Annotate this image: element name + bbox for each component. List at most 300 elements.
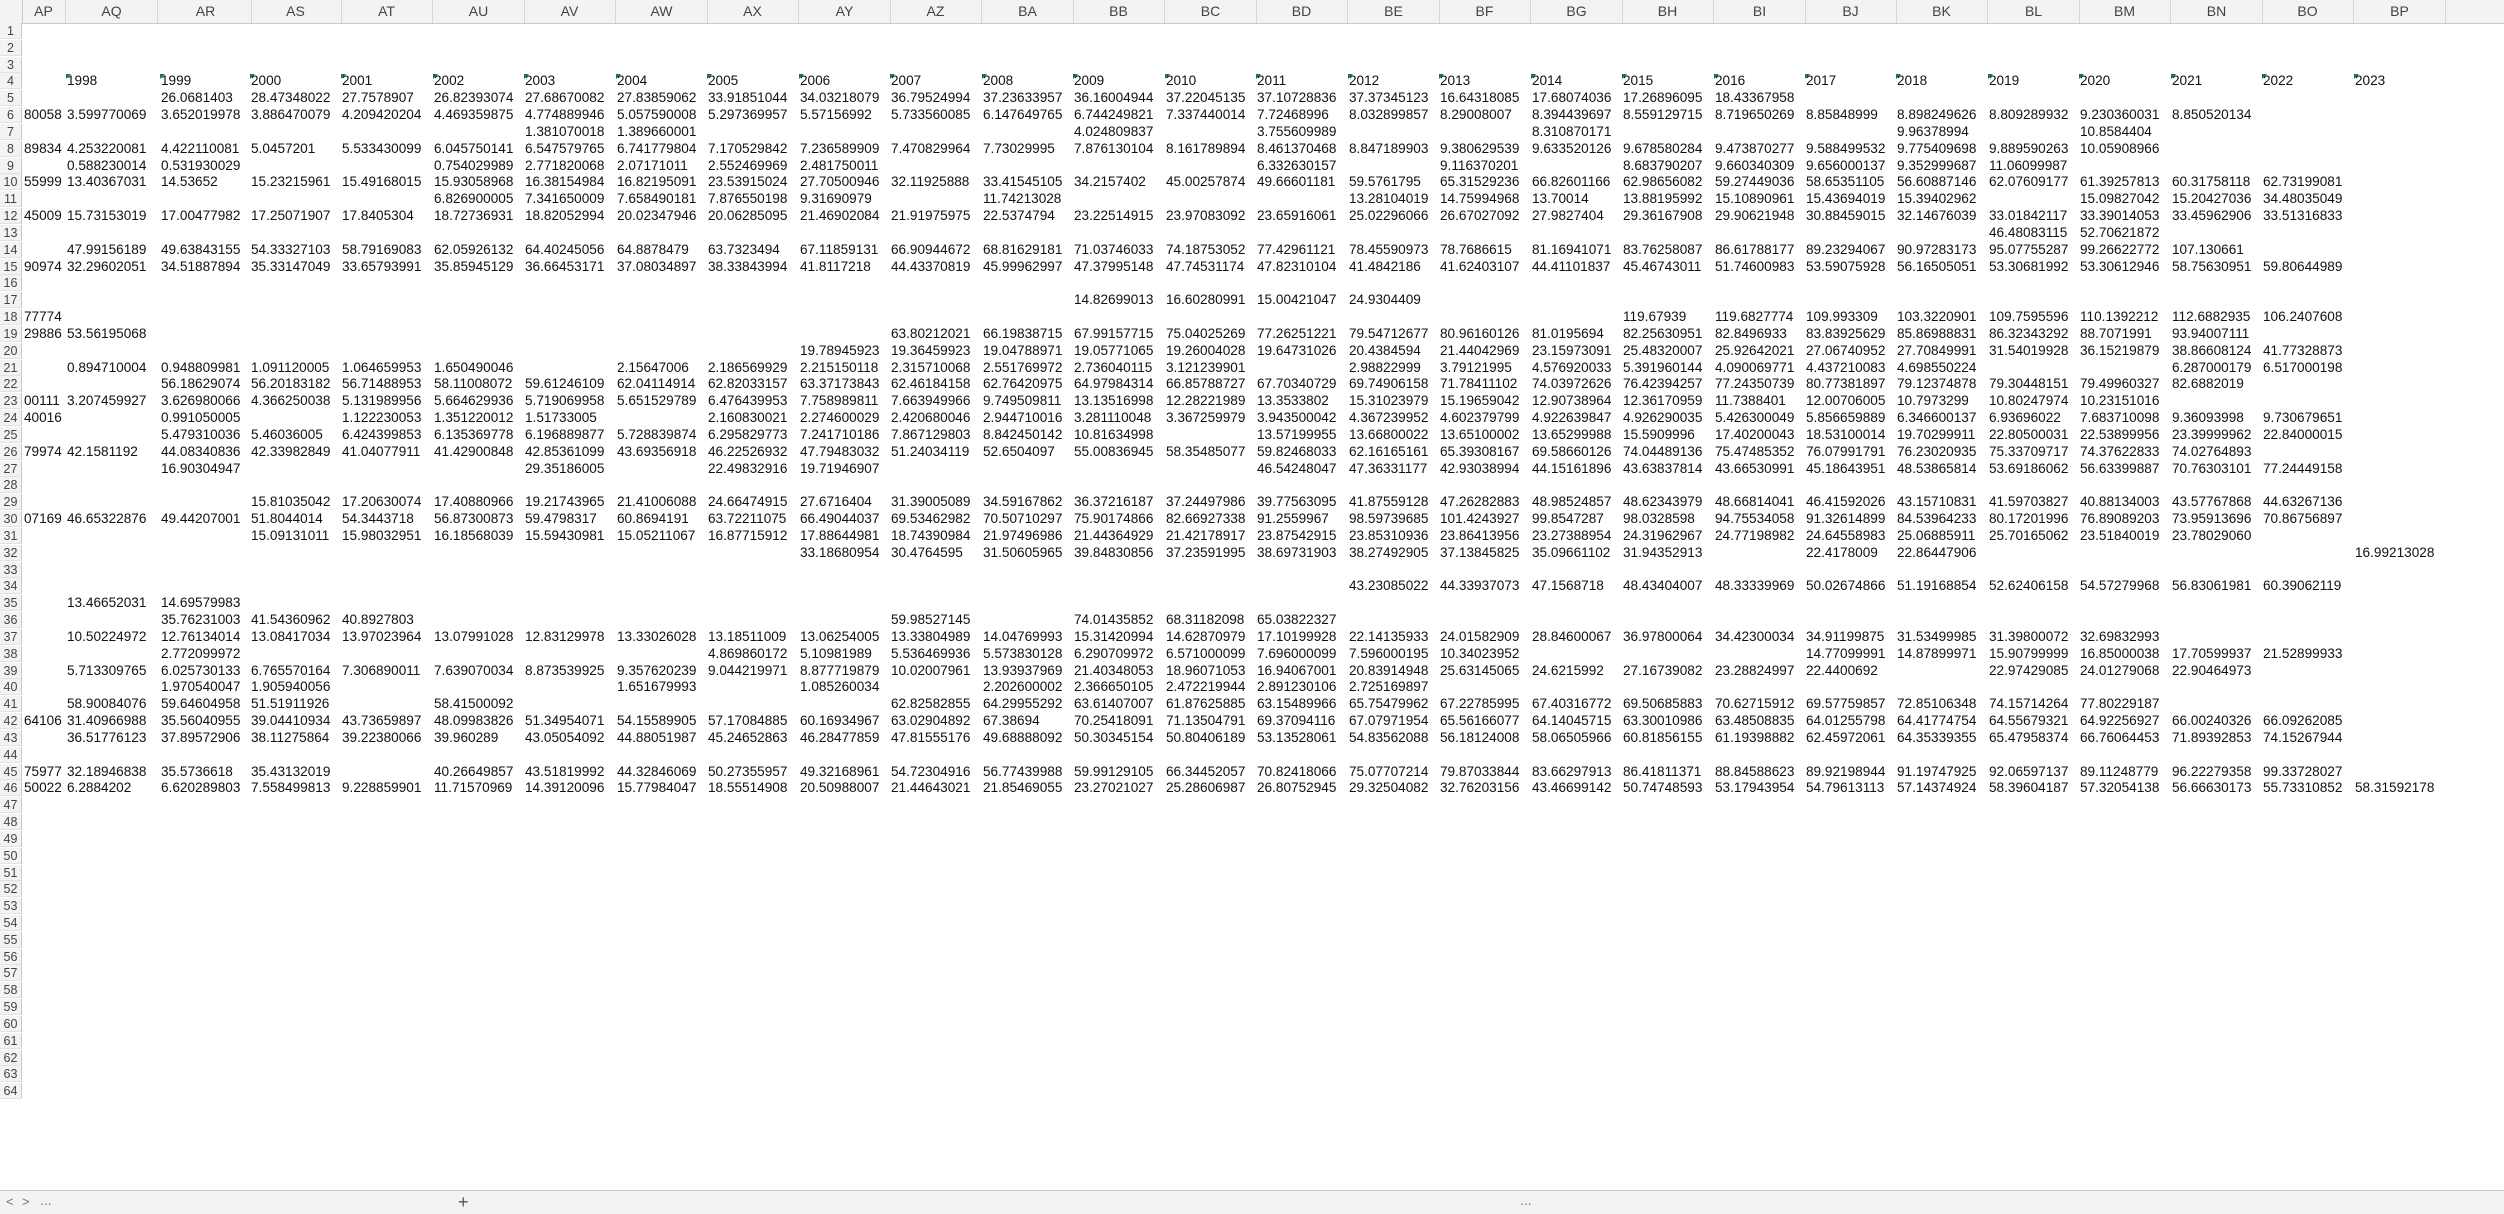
- cell-bg10[interactable]: 66.82601166: [1532, 174, 1611, 190]
- cell-ar46[interactable]: 6.620289803: [161, 780, 241, 796]
- cell-bd15[interactable]: 47.82310104: [1257, 258, 1337, 274]
- column-header-bf[interactable]: BF: [1439, 0, 1531, 23]
- cell-bd38[interactable]: 7.696000099: [1257, 645, 1337, 661]
- cell-as26[interactable]: 42.33982849: [251, 443, 331, 459]
- column-header-az[interactable]: AZ: [890, 0, 982, 23]
- cell-bj14[interactable]: 89.23294067: [1806, 241, 1886, 257]
- cell-au29[interactable]: 17.40880966: [434, 494, 514, 510]
- cell-az36[interactable]: 59.98527145: [891, 612, 971, 628]
- cell-ax45[interactable]: 50.27355957: [708, 763, 788, 779]
- cell-ba26[interactable]: 52.6504097: [983, 443, 1055, 459]
- cell-av27[interactable]: 29.35186005: [525, 460, 605, 476]
- cell-bm8[interactable]: 10.05908966: [2080, 140, 2160, 156]
- cell-ap15[interactable]: 90974: [24, 258, 62, 274]
- cell-bj46[interactable]: 54.79613113: [1806, 780, 1885, 796]
- column-header-bg[interactable]: BG: [1531, 0, 1623, 23]
- cell-az24[interactable]: 2.420680046: [891, 410, 971, 426]
- cell-bf27[interactable]: 42.93038994: [1440, 460, 1520, 476]
- cell-as10[interactable]: 15.23215961: [251, 174, 331, 190]
- column-header-av[interactable]: AV: [524, 0, 616, 23]
- cell-bb39[interactable]: 21.40348053: [1074, 662, 1154, 678]
- cell-bn34[interactable]: 56.83061981: [2172, 578, 2252, 594]
- cell-aq8[interactable]: 4.253220081: [67, 140, 147, 156]
- row-header-50[interactable]: 50: [0, 848, 22, 864]
- cell-as25[interactable]: 5.46036005: [251, 426, 323, 442]
- cell-au41[interactable]: 58.41500092: [434, 696, 514, 712]
- cell-ba42[interactable]: 67.38694: [983, 713, 1040, 729]
- cell-aq19[interactable]: 53.56195068: [67, 325, 147, 341]
- cell-at15[interactable]: 33.65793991: [342, 258, 422, 274]
- cell-ar6[interactable]: 3.652019978: [161, 107, 241, 123]
- cell-bl29[interactable]: 41.59703827: [1989, 494, 2069, 510]
- cell-be15[interactable]: 41.4842186: [1349, 258, 1421, 274]
- cell-bb20[interactable]: 19.05771065: [1074, 342, 1154, 358]
- cell-bi6[interactable]: 8.719650269: [1715, 107, 1795, 123]
- cell-ba29[interactable]: 34.59167862: [983, 494, 1063, 510]
- cell-av4[interactable]: 2003: [525, 73, 556, 89]
- cell-bj6[interactable]: 8.85848999: [1806, 107, 1878, 123]
- cell-at37[interactable]: 13.97023964: [342, 628, 422, 644]
- cell-ay12[interactable]: 21.46902084: [800, 208, 880, 224]
- cell-bb5[interactable]: 36.16004944: [1074, 90, 1154, 106]
- cell-bg23[interactable]: 12.90738964: [1532, 393, 1612, 409]
- cell-bm42[interactable]: 64.92256927: [2080, 713, 2160, 729]
- cell-av25[interactable]: 6.196889877: [525, 426, 605, 442]
- row-header-49[interactable]: 49: [0, 831, 22, 847]
- cell-bj41[interactable]: 69.57759857: [1806, 696, 1886, 712]
- cell-bm6[interactable]: 9.230360031: [2080, 107, 2160, 123]
- cell-at8[interactable]: 5.533430099: [342, 140, 422, 156]
- row-header-56[interactable]: 56: [0, 949, 22, 965]
- cell-bh22[interactable]: 76.42394257: [1623, 376, 1703, 392]
- cell-bm18[interactable]: 110.1392212: [2080, 309, 2159, 325]
- cell-bc30[interactable]: 82.66927338: [1166, 511, 1246, 527]
- cell-ax42[interactable]: 57.17084885: [708, 713, 788, 729]
- cell-aq46[interactable]: 6.2884202: [67, 780, 132, 796]
- cell-az4[interactable]: 2007: [891, 73, 922, 89]
- cell-ay11[interactable]: 9.31690979: [800, 191, 872, 207]
- cell-bj34[interactable]: 50.02674866: [1806, 578, 1886, 594]
- cell-ba22[interactable]: 62.76420975: [983, 376, 1063, 392]
- cell-bb45[interactable]: 59.99129105: [1074, 763, 1154, 779]
- cell-bb46[interactable]: 23.27021027: [1074, 780, 1154, 796]
- cell-bh41[interactable]: 69.50685883: [1623, 696, 1703, 712]
- cell-bh4[interactable]: 2015: [1623, 73, 1654, 89]
- row-header-5[interactable]: 5: [0, 90, 22, 106]
- cell-bn11[interactable]: 15.20427036: [2172, 191, 2252, 207]
- cell-ax15[interactable]: 38.33843994: [708, 258, 788, 274]
- row-header-48[interactable]: 48: [0, 814, 22, 830]
- row-header-52[interactable]: 52: [0, 881, 22, 897]
- cell-bd42[interactable]: 69.37094116: [1257, 713, 1336, 729]
- cell-bk4[interactable]: 2018: [1897, 73, 1928, 89]
- cell-ay37[interactable]: 13.06254005: [800, 628, 880, 644]
- cell-aw9[interactable]: 2.07171011: [617, 157, 688, 173]
- cell-aw5[interactable]: 27.83859062: [617, 90, 697, 106]
- cell-bl37[interactable]: 31.39800072: [1989, 628, 2069, 644]
- cell-bg22[interactable]: 74.03972626: [1532, 376, 1612, 392]
- cell-bf10[interactable]: 65.31529236: [1440, 174, 1520, 190]
- cell-ay39[interactable]: 8.877719879: [800, 662, 880, 678]
- cell-bi19[interactable]: 82.8496933: [1715, 325, 1787, 341]
- cell-bi4[interactable]: 2016: [1715, 73, 1746, 89]
- cell-bh11[interactable]: 13.88195992: [1623, 191, 1703, 207]
- cell-as21[interactable]: 1.091120005: [251, 359, 330, 375]
- cell-bm24[interactable]: 7.683710098: [2080, 410, 2160, 426]
- cell-bl6[interactable]: 8.809289932: [1989, 107, 2069, 123]
- cell-bd23[interactable]: 13.3533802: [1257, 393, 1329, 409]
- cell-at46[interactable]: 9.228859901: [342, 780, 422, 796]
- cell-bh46[interactable]: 50.74748593: [1623, 780, 1703, 796]
- cell-be24[interactable]: 4.367239952: [1349, 410, 1429, 426]
- cell-bk42[interactable]: 64.41774754: [1897, 713, 1977, 729]
- cell-aq26[interactable]: 42.1581192: [67, 443, 138, 459]
- cell-bn20[interactable]: 38.86608124: [2172, 342, 2252, 358]
- cell-bl30[interactable]: 80.17201996: [1989, 511, 2069, 527]
- cell-ax46[interactable]: 18.55514908: [708, 780, 788, 796]
- cell-au11[interactable]: 6.826900005: [434, 191, 514, 207]
- cell-bc10[interactable]: 45.00257874: [1166, 174, 1246, 190]
- cell-be20[interactable]: 20.4384594: [1349, 342, 1421, 358]
- cell-bl45[interactable]: 92.06597137: [1989, 763, 2069, 779]
- cell-bi43[interactable]: 61.19398882: [1715, 729, 1795, 745]
- cell-bb38[interactable]: 6.290709972: [1074, 645, 1154, 661]
- cell-be8[interactable]: 8.847189903: [1349, 140, 1429, 156]
- cell-bk27[interactable]: 48.53865814: [1897, 460, 1977, 476]
- cell-aq4[interactable]: 1998: [67, 73, 98, 89]
- cell-bf38[interactable]: 10.34023952: [1440, 645, 1520, 661]
- cell-ba30[interactable]: 70.50710297: [983, 511, 1063, 527]
- cell-ay31[interactable]: 17.88644981: [800, 527, 880, 543]
- cell-as39[interactable]: 6.765570164: [251, 662, 331, 678]
- cell-be29[interactable]: 41.87559128: [1349, 494, 1429, 510]
- cell-bk9[interactable]: 9.352999687: [1897, 157, 1977, 173]
- cell-at5[interactable]: 27.7578907: [342, 90, 414, 106]
- cell-bi39[interactable]: 23.28824997: [1715, 662, 1795, 678]
- cell-bc24[interactable]: 3.367259979: [1166, 410, 1246, 426]
- cell-bb23[interactable]: 13.13516998: [1074, 393, 1154, 409]
- cell-bh15[interactable]: 45.46743011: [1623, 258, 1702, 274]
- cell-ay27[interactable]: 19.71946907: [800, 460, 880, 476]
- cell-bj10[interactable]: 58.65351105: [1806, 174, 1885, 190]
- row-header-21[interactable]: 21: [0, 360, 22, 376]
- cell-ay24[interactable]: 2.274600029: [800, 410, 880, 426]
- cell-as6[interactable]: 3.886470079: [251, 107, 331, 123]
- cell-bo18[interactable]: 106.2407608: [2263, 309, 2343, 325]
- cell-au6[interactable]: 4.469359875: [434, 107, 514, 123]
- cell-ar37[interactable]: 12.76134014: [161, 628, 241, 644]
- cell-at23[interactable]: 5.131989956: [342, 393, 422, 409]
- cell-bd46[interactable]: 26.80752945: [1257, 780, 1337, 796]
- cell-aw11[interactable]: 7.658490181: [617, 191, 697, 207]
- cell-at30[interactable]: 54.3443718: [342, 511, 414, 527]
- cell-ax29[interactable]: 24.66474915: [708, 494, 788, 510]
- cell-av10[interactable]: 16.38154984: [525, 174, 605, 190]
- cell-bk14[interactable]: 90.97283173: [1897, 241, 1977, 257]
- cell-bg15[interactable]: 44.41101837: [1532, 258, 1611, 274]
- cell-az25[interactable]: 7.867129803: [891, 426, 971, 442]
- cell-bh14[interactable]: 83.76258087: [1623, 241, 1703, 257]
- cell-bn15[interactable]: 58.75630951: [2172, 258, 2252, 274]
- row-header-62[interactable]: 62: [0, 1050, 22, 1066]
- cell-bl9[interactable]: 11.06099987: [1989, 157, 2068, 173]
- cell-ar12[interactable]: 17.00477982: [161, 208, 241, 224]
- cell-az22[interactable]: 62.46184158: [891, 376, 971, 392]
- cell-bo21[interactable]: 6.517000198: [2263, 359, 2343, 375]
- cell-bj24[interactable]: 5.856659889: [1806, 410, 1886, 426]
- cell-at25[interactable]: 6.424399853: [342, 426, 422, 442]
- cell-bc32[interactable]: 37.23591995: [1166, 544, 1246, 560]
- cell-bj42[interactable]: 64.01255798: [1806, 713, 1886, 729]
- cell-bb26[interactable]: 55.00836945: [1074, 443, 1154, 459]
- cell-bd7[interactable]: 3.755609989: [1257, 123, 1337, 139]
- cell-bf19[interactable]: 80.96160126: [1440, 325, 1520, 341]
- cell-ap10[interactable]: 55999: [24, 174, 62, 190]
- cell-ay43[interactable]: 46.28477859: [800, 729, 880, 745]
- cell-bj19[interactable]: 83.83925629: [1806, 325, 1886, 341]
- row-header-24[interactable]: 24: [0, 410, 22, 426]
- cell-bb15[interactable]: 47.37995148: [1074, 258, 1154, 274]
- cell-bl8[interactable]: 9.889590263: [1989, 140, 2069, 156]
- cell-aw12[interactable]: 20.02347946: [617, 208, 697, 224]
- cell-bh29[interactable]: 48.62343979: [1623, 494, 1703, 510]
- cell-ap18[interactable]: 77774: [24, 309, 62, 325]
- cell-bf5[interactable]: 16.64318085: [1440, 90, 1520, 106]
- cell-aw42[interactable]: 54.15589905: [617, 713, 697, 729]
- cell-av22[interactable]: 59.61246109: [525, 376, 605, 392]
- cell-aw25[interactable]: 5.728839874: [617, 426, 697, 442]
- cell-ar15[interactable]: 34.51887894: [161, 258, 241, 274]
- cell-bb7[interactable]: 4.024809837: [1074, 123, 1154, 139]
- cell-bh30[interactable]: 98.0328598: [1623, 511, 1695, 527]
- cell-bd14[interactable]: 77.42961121: [1257, 241, 1336, 257]
- cell-bo25[interactable]: 22.84000015: [2263, 426, 2343, 442]
- cell-ba41[interactable]: 64.29955292: [983, 696, 1063, 712]
- cell-as41[interactable]: 51.51911926: [251, 696, 330, 712]
- cell-ar8[interactable]: 4.422110081: [161, 140, 240, 156]
- cell-bo34[interactable]: 60.39062119: [2263, 578, 2342, 594]
- row-header-12[interactable]: 12: [0, 208, 22, 224]
- cell-bi8[interactable]: 9.473870277: [1715, 140, 1795, 156]
- column-header-bl[interactable]: BL: [1988, 0, 2080, 23]
- cell-ay38[interactable]: 5.10981989: [800, 645, 872, 661]
- cell-bm29[interactable]: 40.88134003: [2080, 494, 2160, 510]
- cell-au22[interactable]: 58.11008072: [434, 376, 513, 392]
- cell-bg6[interactable]: 8.394439697: [1532, 107, 1612, 123]
- cell-ay46[interactable]: 20.50988007: [800, 780, 880, 796]
- cell-bc43[interactable]: 50.80406189: [1166, 729, 1246, 745]
- cell-bi10[interactable]: 59.27449036: [1715, 174, 1795, 190]
- cell-as45[interactable]: 35.43132019: [251, 763, 331, 779]
- cell-ba32[interactable]: 31.50605965: [983, 544, 1063, 560]
- cell-bk8[interactable]: 9.775409698: [1897, 140, 1977, 156]
- cell-bj27[interactable]: 45.18643951: [1806, 460, 1886, 476]
- cell-bj37[interactable]: 34.91199875: [1806, 628, 1885, 644]
- cell-av39[interactable]: 8.873539925: [525, 662, 605, 678]
- cell-ba20[interactable]: 19.04788971: [983, 342, 1063, 358]
- cell-bg34[interactable]: 47.1568718: [1532, 578, 1604, 594]
- column-header-bk[interactable]: BK: [1896, 0, 1988, 23]
- cell-ay4[interactable]: 2006: [800, 73, 831, 89]
- cell-bc42[interactable]: 71.13504791: [1166, 713, 1246, 729]
- cell-bf39[interactable]: 25.63145065: [1440, 662, 1520, 678]
- cell-bg5[interactable]: 17.68074036: [1532, 90, 1612, 106]
- cell-ar23[interactable]: 3.626980066: [161, 393, 241, 409]
- cell-au39[interactable]: 7.639070034: [434, 662, 514, 678]
- cell-aw8[interactable]: 6.741779804: [617, 140, 697, 156]
- row-header-41[interactable]: 41: [0, 696, 22, 712]
- cell-ar36[interactable]: 35.76231003: [161, 612, 241, 628]
- row-header-40[interactable]: 40: [0, 679, 22, 695]
- cell-bj8[interactable]: 9.588499532: [1806, 140, 1886, 156]
- cell-bh5[interactable]: 17.26896095: [1623, 90, 1703, 106]
- cell-ay23[interactable]: 7.758989811: [800, 393, 879, 409]
- cell-aw10[interactable]: 16.82195091: [617, 174, 697, 190]
- cell-bb17[interactable]: 14.82699013: [1074, 292, 1154, 308]
- cell-bb37[interactable]: 15.31420994: [1074, 628, 1154, 644]
- cell-bg45[interactable]: 83.66297913: [1532, 763, 1612, 779]
- cell-av15[interactable]: 36.66453171: [525, 258, 605, 274]
- cell-az30[interactable]: 69.53462982: [891, 511, 971, 527]
- cell-bl43[interactable]: 65.47958374: [1989, 729, 2069, 745]
- row-header-37[interactable]: 37: [0, 629, 22, 645]
- cell-ar38[interactable]: 2.772099972: [161, 645, 241, 661]
- cell-aw22[interactable]: 62.04114914: [617, 376, 696, 392]
- column-header-aw[interactable]: AW: [616, 0, 708, 23]
- cell-ar42[interactable]: 35.56040955: [161, 713, 241, 729]
- cell-bb4[interactable]: 2009: [1074, 73, 1105, 89]
- cell-az46[interactable]: 21.44643021: [891, 780, 971, 796]
- cell-bk22[interactable]: 79.12374878: [1897, 376, 1977, 392]
- cell-bg14[interactable]: 81.16941071: [1532, 241, 1612, 257]
- cell-bb24[interactable]: 3.281110048: [1074, 410, 1152, 426]
- cell-av30[interactable]: 59.4798317: [525, 511, 597, 527]
- cell-ap46[interactable]: 50022: [24, 780, 62, 796]
- column-header-bh[interactable]: BH: [1622, 0, 1714, 23]
- cell-au42[interactable]: 48.09983826: [434, 713, 514, 729]
- cell-ay25[interactable]: 7.241710186: [800, 426, 880, 442]
- row-header-55[interactable]: 55: [0, 932, 22, 948]
- cell-aq15[interactable]: 32.29602051: [67, 258, 147, 274]
- cell-ay14[interactable]: 67.11859131: [800, 241, 879, 257]
- column-header-as[interactable]: AS: [250, 0, 342, 23]
- cell-bk10[interactable]: 56.60887146: [1897, 174, 1977, 190]
- cell-bk31[interactable]: 25.06885911: [1897, 527, 1976, 543]
- cell-bl27[interactable]: 53.69186062: [1989, 460, 2069, 476]
- cell-aq14[interactable]: 47.99156189: [67, 241, 147, 257]
- cell-bd17[interactable]: 15.00421047: [1257, 292, 1337, 308]
- row-header-61[interactable]: 61: [0, 1033, 22, 1049]
- cell-bl20[interactable]: 31.54019928: [1989, 342, 2069, 358]
- cell-ba15[interactable]: 45.99962997: [983, 258, 1063, 274]
- cell-bc46[interactable]: 25.28606987: [1166, 780, 1246, 796]
- cell-as15[interactable]: 35.33147049: [251, 258, 331, 274]
- cell-bh21[interactable]: 5.391960144: [1623, 359, 1703, 375]
- cell-ar26[interactable]: 44.08340836: [161, 443, 241, 459]
- cell-as36[interactable]: 41.54360962: [251, 612, 331, 628]
- column-header-aq[interactable]: AQ: [66, 0, 158, 23]
- cell-bd40[interactable]: 2.891230106: [1257, 679, 1337, 695]
- cell-at6[interactable]: 4.209420204: [342, 107, 422, 123]
- cell-bi37[interactable]: 34.42300034: [1715, 628, 1795, 644]
- cell-az14[interactable]: 66.90944672: [891, 241, 971, 257]
- row-header-25[interactable]: 25: [0, 427, 22, 443]
- cell-bc38[interactable]: 6.571000099: [1166, 645, 1246, 661]
- column-header-bi[interactable]: BI: [1714, 0, 1806, 23]
- cell-au15[interactable]: 35.85945129: [434, 258, 514, 274]
- cell-bp32[interactable]: 16.99213028: [2355, 544, 2435, 560]
- cell-be31[interactable]: 23.85310936: [1349, 527, 1429, 543]
- cell-au31[interactable]: 16.18568039: [434, 527, 514, 543]
- cell-bm12[interactable]: 33.39014053: [2080, 208, 2160, 224]
- cell-bm45[interactable]: 89.11248779: [2080, 763, 2159, 779]
- cell-aq30[interactable]: 46.65322876: [67, 511, 147, 527]
- cell-bi46[interactable]: 53.17943954: [1715, 780, 1795, 796]
- cell-bl46[interactable]: 58.39604187: [1989, 780, 2069, 796]
- cell-bi45[interactable]: 88.84588623: [1715, 763, 1795, 779]
- cell-bc5[interactable]: 37.22045135: [1166, 90, 1246, 106]
- cell-az23[interactable]: 7.663949966: [891, 393, 971, 409]
- cell-au26[interactable]: 41.42900848: [434, 443, 514, 459]
- cell-bl41[interactable]: 74.15714264: [1989, 696, 2069, 712]
- cell-bc19[interactable]: 75.04025269: [1166, 325, 1246, 341]
- cell-ar43[interactable]: 37.89572906: [161, 729, 241, 745]
- cell-bk20[interactable]: 27.70849991: [1897, 342, 1977, 358]
- row-header-34[interactable]: 34: [0, 578, 22, 594]
- row-header-1[interactable]: 1: [0, 23, 22, 39]
- cell-ba8[interactable]: 7.73029995: [983, 140, 1055, 156]
- cell-bf30[interactable]: 101.4243927: [1440, 511, 1520, 527]
- cell-bl42[interactable]: 64.55679321: [1989, 713, 2069, 729]
- cell-bb31[interactable]: 21.44364929: [1074, 527, 1154, 543]
- cell-as23[interactable]: 4.366250038: [251, 393, 331, 409]
- cell-au8[interactable]: 6.045750141: [434, 140, 514, 156]
- cell-bc29[interactable]: 37.24497986: [1166, 494, 1246, 510]
- cell-bk15[interactable]: 56.16505051: [1897, 258, 1977, 274]
- row-header-22[interactable]: 22: [0, 376, 22, 392]
- cell-au37[interactable]: 13.07991028: [434, 628, 514, 644]
- cell-ap45[interactable]: 75977: [24, 763, 62, 779]
- cell-ar40[interactable]: 1.970540047: [161, 679, 241, 695]
- row-header-15[interactable]: 15: [0, 259, 22, 275]
- cell-bk41[interactable]: 72.85106348: [1897, 696, 1977, 712]
- cell-aq43[interactable]: 36.51776123: [67, 729, 147, 745]
- cell-bm19[interactable]: 88.7071991: [2080, 325, 2152, 341]
- cell-bg24[interactable]: 4.922639847: [1532, 410, 1612, 426]
- cell-aq23[interactable]: 3.207459927: [67, 393, 147, 409]
- cell-ba25[interactable]: 8.842450142: [983, 426, 1063, 442]
- cell-bg32[interactable]: 35.09661102: [1532, 544, 1611, 560]
- cell-az32[interactable]: 30.4764595: [891, 544, 963, 560]
- cell-bh24[interactable]: 4.926290035: [1623, 410, 1703, 426]
- cell-ay22[interactable]: 63.37173843: [800, 376, 880, 392]
- cell-ba5[interactable]: 37.23633957: [983, 90, 1063, 106]
- row-header-57[interactable]: 57: [0, 965, 22, 981]
- cell-bg21[interactable]: 4.576920033: [1532, 359, 1612, 375]
- cell-bj45[interactable]: 89.92198944: [1806, 763, 1886, 779]
- cell-bg46[interactable]: 43.46699142: [1532, 780, 1612, 796]
- cell-be22[interactable]: 69.74906158: [1349, 376, 1429, 392]
- cell-av6[interactable]: 4.774889946: [525, 107, 605, 123]
- scroll-splitter-icon[interactable]: ...: [1520, 1192, 1532, 1208]
- select-all-corner[interactable]: [0, 0, 23, 23]
- cell-be34[interactable]: 43.23085022: [1349, 578, 1429, 594]
- cell-ax27[interactable]: 22.49832916: [708, 460, 788, 476]
- column-header-bp[interactable]: BP: [2354, 0, 2446, 23]
- cell-bg4[interactable]: 2014: [1532, 73, 1563, 89]
- cell-be17[interactable]: 24.9304409: [1349, 292, 1421, 308]
- cell-at42[interactable]: 43.73659897: [342, 713, 422, 729]
